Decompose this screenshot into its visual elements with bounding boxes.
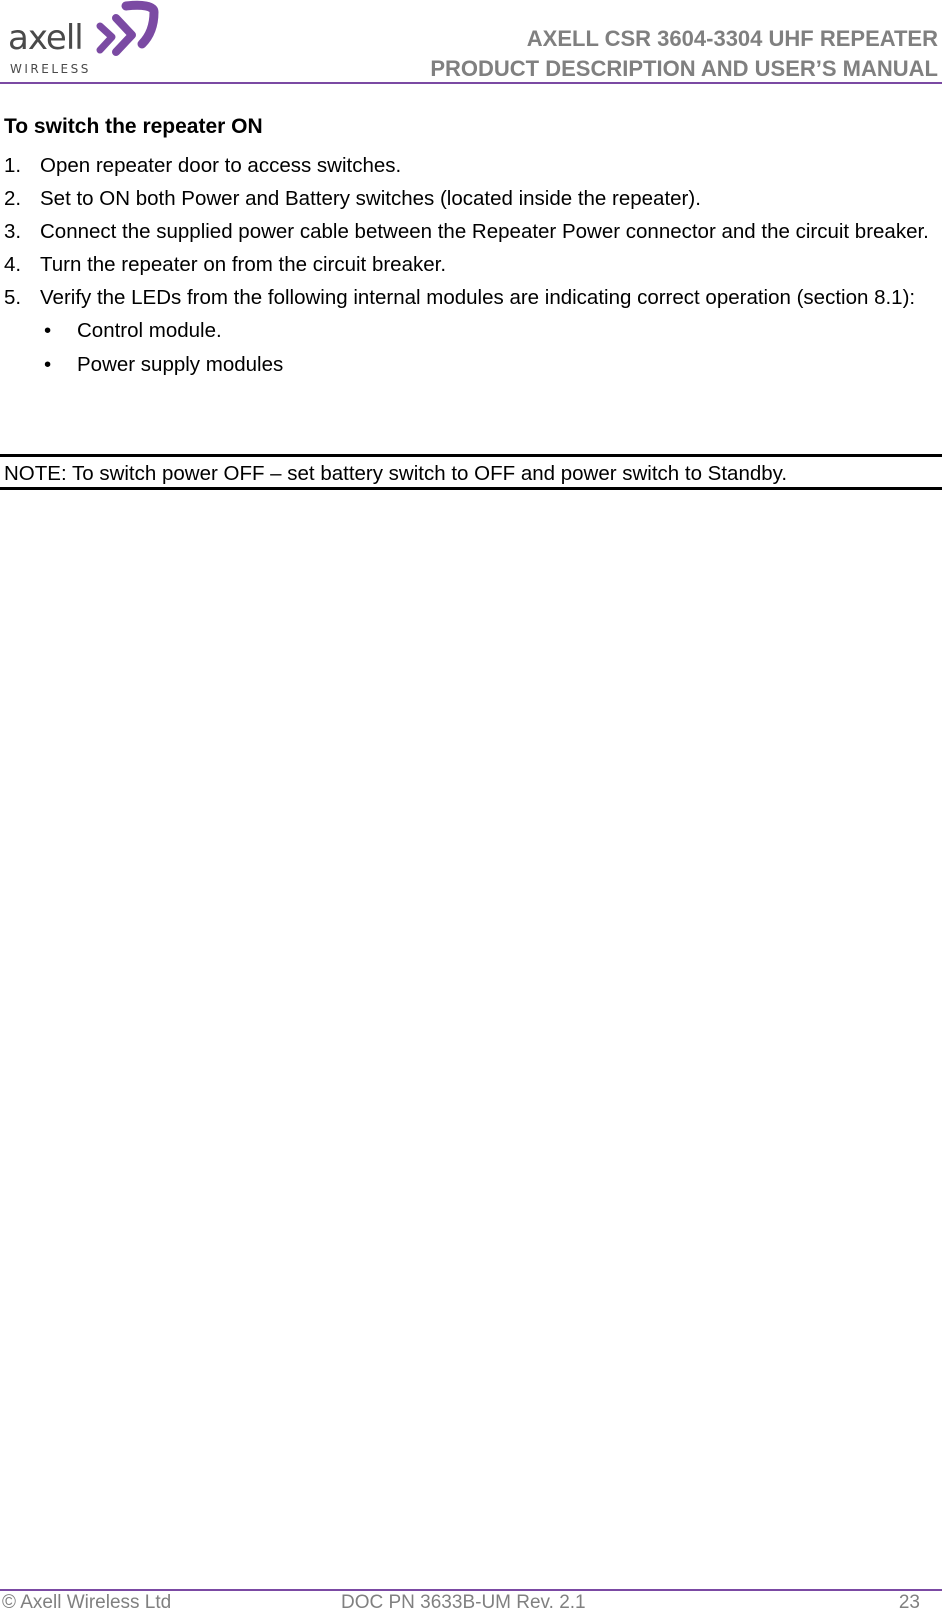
step-item [4, 284, 934, 312]
step-item [4, 218, 934, 246]
page-header [0, 0, 942, 84]
logo-subtitle: WIRELESS [10, 62, 91, 76]
step-item [4, 152, 934, 180]
document-title [430, 24, 938, 84]
footer-divider [0, 1589, 942, 1591]
step-text: Set to ON both Power and Battery switches (located inside the repeater). [40, 187, 701, 210]
page-footer [0, 1592, 942, 1614]
step-text: Open repeater door to access switches. [40, 154, 402, 177]
step-item [4, 251, 934, 279]
list-item-text: Power supply modules [77, 353, 284, 376]
list-item [4, 317, 934, 345]
note-text: NOTE: To switch power OFF – set battery switch to OFF and power switch to Standby. [4, 462, 788, 485]
step-number: 2. [4, 187, 22, 210]
step-item [4, 185, 934, 213]
step-number: 3. [4, 220, 22, 243]
step-text: Turn the repeater on from the circuit breaker. [40, 253, 447, 276]
section-heading: To switch the repeater ON [4, 115, 263, 138]
module-list [4, 317, 934, 379]
logo-chevron-icon [92, 0, 162, 60]
bullet-icon: • [44, 353, 52, 376]
page-content [4, 112, 934, 385]
document-title-line2: PRODUCT DESCRIPTION AND USER’S MANUAL [430, 56, 938, 81]
step-number: 5. [4, 286, 22, 309]
step-number: 1. [4, 154, 22, 177]
footer-doc-number: DOC PN 3633B-UM Rev. 2.1 [341, 1592, 586, 1613]
logo-wordmark: axell [8, 18, 83, 58]
list-item [4, 351, 934, 379]
step-text: Verify the LEDs from the following internal modules are indicating correct operation (section 8.1): [40, 286, 916, 309]
list-item-text: Control module. [77, 319, 222, 342]
procedure-steps [4, 152, 934, 312]
page-number: 23 [898, 1592, 920, 1613]
step-text: Connect the supplied power cable between the Repeater Power connector and the circuit breaker. [40, 220, 929, 243]
document-title-line1: AXELL CSR 3604-3304 UHF REPEATER [526, 26, 938, 51]
bullet-icon: • [44, 319, 52, 342]
note-box [0, 454, 942, 490]
company-logo [6, 0, 156, 80]
step-number: 4. [4, 253, 22, 276]
footer-company: © Axell Wireless Ltd [2, 1592, 172, 1613]
header-divider [0, 82, 942, 84]
